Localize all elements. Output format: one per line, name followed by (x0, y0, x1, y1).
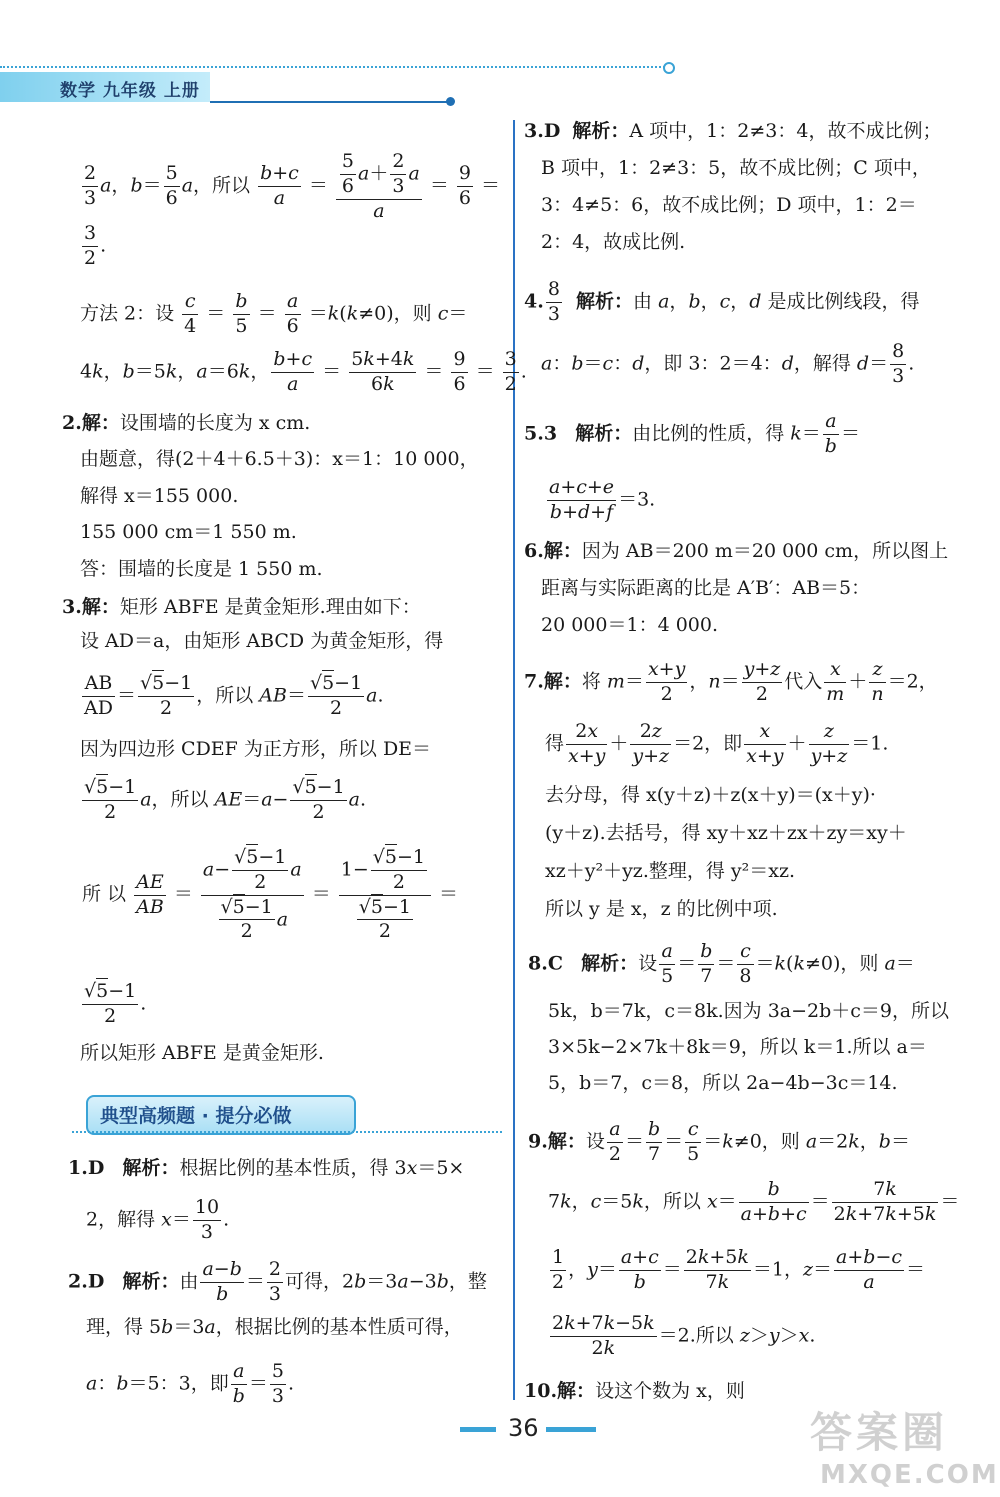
method2-line1: 方法 2：设 $\frac{c}{4}$ ＝ $\frac{b}{5}$ ＝ $\frac{a}{6}$ ＝k(k≠0)，则 c＝ (80, 290, 468, 337)
q3-line5: $\frac{√5-1}{2}$ a，所以 AE＝a− $\frac{√5-1}{2}$ a. (84, 776, 367, 823)
q2-text1: 设围墙的长度为 x cm. (119, 412, 311, 434)
a2-line1: 2.D 解析：由 $\frac{a-b}{b}$ ＝ $\frac{2}{3}$ 可得，2b＝3a−3b，整 (68, 1258, 487, 1305)
q3-line4: 因为四边形 CDEF 为正方形，所以 DE＝ (80, 738, 432, 760)
q3-line8: 所以矩形 ABFE 是黄金矩形. (80, 1042, 324, 1064)
a1-tag: 解析： (122, 1157, 180, 1179)
r5-line2: $\frac{a+c+e}{b+d+f}$ ＝3. (549, 476, 656, 523)
q3-line2: 设 AD＝a，由矩形 ABCD 为黄金矩形，得 (80, 630, 444, 652)
method1-line2: $\frac{3}{2}$ . (84, 222, 107, 269)
section-title: 典型高频题 · 提分必做 (100, 1105, 292, 1127)
r7-line1: 7.解：将 m＝ $\frac{x+y}{2}$ ，n＝ $\frac{y+z}{2}$ 代入 $\frac{x}{m}$ ＋ $\frac{z}{n}$ ＝2， (524, 658, 938, 705)
q3-line1 (62, 596, 421, 620)
r9-line1: 9.解：设 $\frac{a}{2}$ ＝ $\frac{b}{7}$ ＝ $\frac{c}{5}$ ＝k≠0，则 a＝2k，b＝ (528, 1118, 910, 1165)
q2-heading: 2.解： (62, 412, 120, 434)
q2-line5: 答：围墙的长度是 1 550 m. (80, 558, 323, 580)
r9-heading: 9.解： (528, 1130, 586, 1153)
column-divider (513, 120, 515, 1400)
r9-line2: 7k，c＝5k，所以 x＝ $\frac{b}{a+b+c}$ ＝ $\frac{7k}{2k+7k+5k}$ ＝ (548, 1178, 960, 1225)
q3-heading: 3.解： (62, 596, 120, 618)
header-circle-icon (663, 62, 675, 74)
method1-line1: $\frac{2}{3}$ a，b＝ $\frac{5}{6}$ a，所以 $\frac{b+c}{a}$ ＝ $\frac{5}{6}$ a＋ $\frac{2}{3}$ a a ＝ $\frac{9}{6}$ ＝ (84, 150, 501, 222)
header-underline (210, 101, 450, 103)
r3-tag: 解析： (572, 120, 630, 142)
q2-line2: 由题意，得(2＋4＋6.5＋3)：x＝1：10 000， (80, 448, 479, 470)
r7-line5: xz＋y²＋yz.整理，得 y²＝xz. (545, 860, 796, 882)
a2-tag: 解析： (122, 1270, 180, 1293)
q3-line6: 所 以 $\frac{AE}{AB}$ ＝ a− $\frac{√5-1}{2}$ a $\frac{√5-1}{2}$ a ＝ 1− $\frac{√5-1}{2}$ $\frac{√5-1}{2}$ ＝ (82, 846, 459, 943)
r5-tag: 解析： (575, 422, 633, 445)
q3-line3: $\frac{AB}{AD}$ ＝ $\frac{√5-1}{2}$ ，所以 AB＝ $\frac{√5-1}{2}$ a. (84, 672, 384, 719)
r10-line1 (524, 1380, 745, 1404)
q2-line3: 解得 x＝155 000. (80, 485, 239, 507)
r3-line1 (524, 120, 941, 144)
r6-line1 (524, 540, 948, 564)
r3-line3: 3：4≠5：6，故不成比例；D 项中，1：2＝ (541, 194, 917, 216)
r10-heading: 10.解： (524, 1380, 596, 1402)
r9-line3: $\frac{1}{2}$ ，y＝ $\frac{a+c}{b}$ ＝ $\frac{2k+5k}{7k}$ ＝1，z＝ $\frac{a+b-c}{a}$ ＝ (552, 1246, 926, 1293)
r7-line3: 去分母，得 x(y＋z)＋z(x＋y)＝(x＋y)· (545, 784, 876, 806)
r6-line3: 20 000＝1：4 000. (541, 614, 719, 636)
section-dotted-line (72, 1131, 502, 1133)
q2-line1 (62, 412, 310, 436)
page-number-right-dash (546, 1427, 596, 1432)
a2-heading: 2.D (68, 1270, 105, 1293)
a1-line1: 1.D 解析：根据比例的基本性质，得 3x＝5× (68, 1157, 465, 1179)
watermark-text: 答案圈 (810, 1408, 949, 1457)
watermark-url: MXQE.COM (820, 1460, 999, 1490)
r8-line2: 5k，b＝7k，c＝8k.因为 3a−2b＋c＝9，所以 (548, 1000, 950, 1022)
r8-heading: 8.C (528, 952, 563, 975)
watermark-logo (810, 1400, 999, 1490)
r3-heading: 3.D (524, 120, 561, 142)
a1-heading: 1.D (68, 1157, 105, 1179)
header-dotted-line (0, 66, 665, 68)
page-number: 36 (508, 1414, 539, 1442)
page-number-left-dash (460, 1427, 496, 1432)
r10-text1: 设这个数为 x，则 (595, 1380, 745, 1402)
method2-line2: 4k，b＝5k，a＝6k， $\frac{b+c}{a}$ ＝ $\frac{5k+4k}{6k}$ ＝ $\frac{9}{6}$ ＝ $\frac{3}{2}$ . (80, 348, 527, 395)
r6-line2: 距离与实际距离的比是 A′B′：AB＝5： (541, 577, 871, 599)
r7-line4: (y＋z).去括号，得 xy＋xz＋zx＋zy＝xy＋ (545, 822, 907, 844)
r3-line4: 2：4，故成比例. (541, 231, 686, 253)
r4-line2: a：b＝c：d，即 3：2＝4：d，解得 d＝ $\frac{8}{3}$ . (541, 340, 915, 387)
q3-text1: 矩形 ABFE 是黄金矩形.理由如下： (119, 596, 421, 618)
r8-line4: 5，b＝7，c＝8，所以 2a−4b−3c＝14. (548, 1072, 898, 1094)
q2-line4: 155 000 cm＝1 550 m. (80, 521, 297, 543)
header-dot-icon (446, 97, 455, 106)
r7-line2: 得 $\frac{2x}{x+y}$ ＋ $\frac{2z}{y+z}$ ＝2，即 $\frac{x}{x+y}$ ＋ $\frac{z}{y+z}$ ＝1. (545, 720, 889, 767)
r4-line1: 4. $\frac{8}{3}$ 解析：由 a，b，c，d 是成比例线段，得 (524, 278, 920, 325)
r8-line1: 8.C 解析：设 $\frac{a}{5}$ ＝ $\frac{b}{7}$ ＝ $\frac{c}{8}$ ＝k(k≠0)，则 a＝ (528, 940, 915, 987)
r7-line6: 所以 y 是 x，z 的比例中项. (545, 898, 778, 920)
page-header-title: 数学 九年级 上册 (60, 81, 200, 101)
r3-line2: B 项中，1：2≠3：5，故不成比例；C 项中， (541, 157, 931, 179)
r6-text1: 因为 AB＝200 m＝20 000 cm，所以图上 (581, 540, 949, 562)
q3-line7: $\frac{√5-1}{2}$ . (84, 980, 147, 1027)
r9-line4: $\frac{2k+7k-5k}{2k}$ ＝2.所以 z＞y＞x. (552, 1312, 816, 1359)
a2-line3: a：b＝5：3，即 $\frac{a}{b}$ ＝ $\frac{5}{3}$ . (86, 1360, 295, 1407)
r7-heading: 7.解： (524, 670, 582, 693)
r5-line1: 5.3 解析：由比例的性质，得 k＝ $\frac{a}{b}$ ＝ (524, 410, 860, 457)
r3-text1: A 项中，1：2≠3：4，故不成比例； (629, 120, 942, 142)
a2-line2: 理，得 5b＝3a，根据比例的基本性质可得， (86, 1316, 463, 1338)
r8-tag: 解析： (581, 952, 639, 975)
r4-tag: 解析： (576, 290, 634, 313)
r8-line3: 3×5k−2×7k＋8k＝9，所以 k＝1.所以 a＝ (548, 1036, 927, 1058)
r5-heading: 5.3 (524, 422, 558, 445)
a1-line2: 2，解得 x＝ $\frac{10}{3}$ . (86, 1196, 230, 1243)
r6-heading: 6.解： (524, 540, 582, 562)
